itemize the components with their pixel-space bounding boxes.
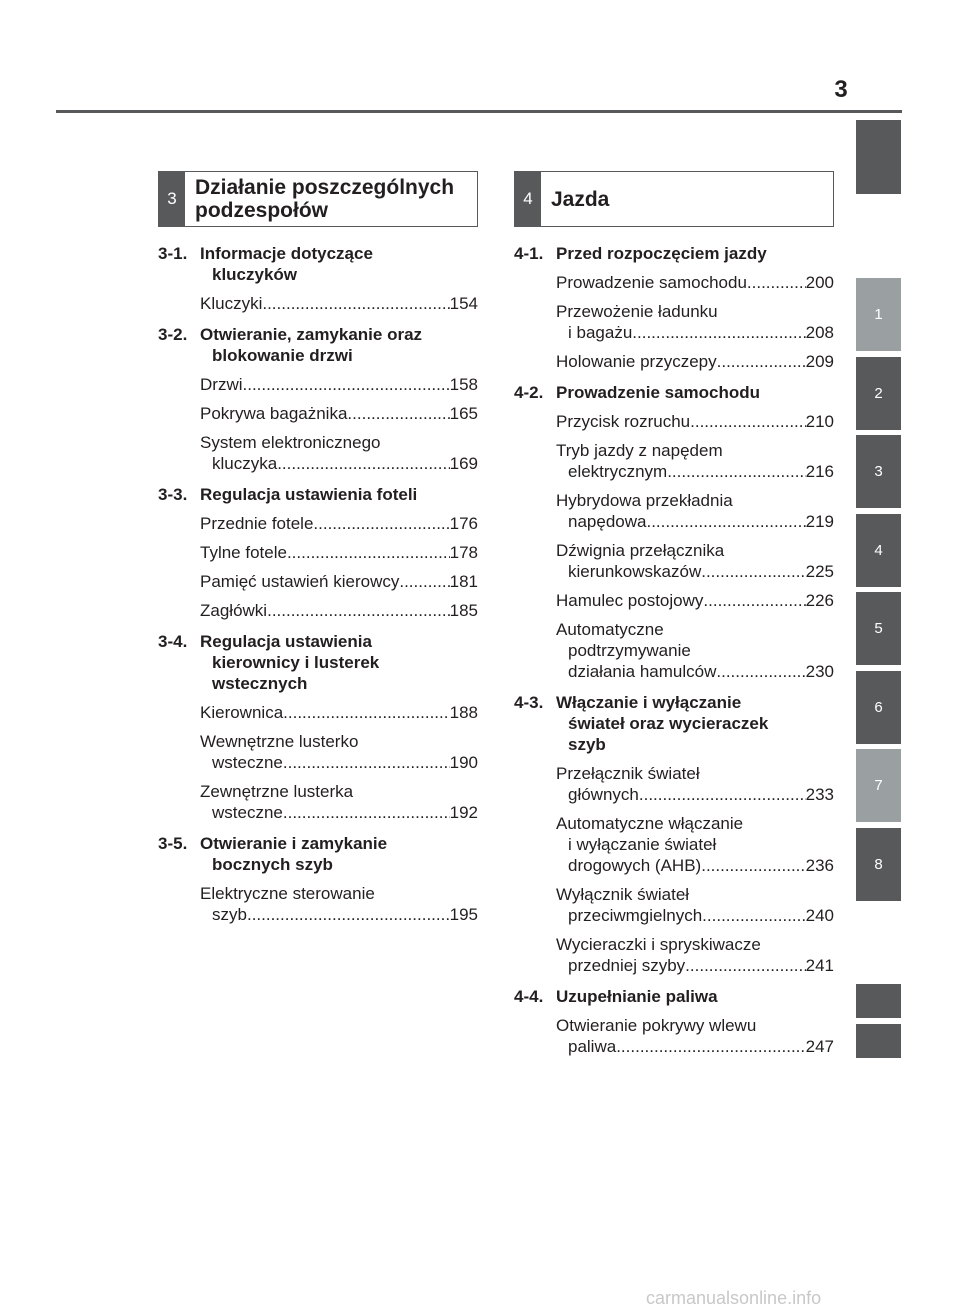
entry-text-line: Hamulec postojowy — [556, 591, 704, 610]
toc-entry-link[interactable] — [200, 781, 478, 823]
entry-text-line: działania hamulców — [568, 662, 717, 681]
entry-text-line: Prowadzenie samochodu — [556, 273, 747, 292]
chapter-tab-2[interactable]: 2 — [856, 357, 901, 430]
section-number: 4-1. — [514, 244, 544, 263]
section-title — [200, 484, 478, 505]
entry-text-line: paliwa — [568, 1037, 617, 1056]
section-number: 3-1. — [158, 244, 188, 263]
section-title — [200, 631, 478, 694]
toc-entry-link[interactable] — [556, 934, 834, 976]
entry-leader-row — [556, 855, 834, 876]
page-reference: 219 — [805, 512, 834, 531]
chapter-tab-strip — [856, 0, 902, 1313]
chapter-header-4 — [514, 171, 834, 227]
dot-leader — [717, 351, 806, 372]
section-title — [200, 243, 478, 285]
entry-text-line: szyb — [212, 905, 247, 924]
chapter-title-line: Działanie poszczególnych — [195, 176, 455, 199]
page-reference: 210 — [805, 412, 834, 431]
entry-leader-row — [556, 411, 834, 432]
section-title — [556, 382, 834, 403]
entry-text-line: System elektronicznego — [200, 433, 381, 452]
entry-text-line: Drzwi — [200, 375, 243, 394]
chapter-number-badge: 4 — [515, 172, 541, 226]
entry-text-line: Przełącznik świateł — [556, 764, 700, 783]
toc-entry-link[interactable] — [200, 883, 478, 925]
toc-entry-link[interactable] — [556, 884, 834, 926]
toc-entry-link[interactable] — [556, 272, 834, 293]
toc-section — [514, 382, 834, 682]
toc-section — [158, 243, 478, 314]
section-heading[interactable] — [158, 324, 478, 366]
entry-text-line: wsteczne — [212, 803, 283, 822]
section-number: 3-5. — [158, 834, 188, 853]
page-reference: 190 — [449, 753, 478, 772]
toc-entry-link[interactable] — [200, 702, 478, 723]
chapter-number-badge: 3 — [159, 172, 185, 226]
entry-text-line: kluczyka — [212, 454, 278, 473]
entry-text-line: Automatyczne włączanie — [556, 814, 744, 833]
section-title-line: Otwieranie i zamykanie — [200, 834, 388, 853]
toc-entry-link[interactable] — [200, 432, 478, 474]
section-number: 4-2. — [514, 383, 544, 402]
toc-entry-link[interactable] — [556, 590, 834, 611]
entry-text-line: Pokrywa bagażnika — [200, 404, 348, 423]
dot-leader — [399, 571, 449, 592]
toc-entry-link[interactable] — [200, 513, 478, 534]
entry-leader-row — [200, 453, 478, 474]
entry-text-line: Przewożenie ładunku — [556, 302, 718, 321]
page-reference: 185 — [449, 601, 478, 620]
entry-leader-row — [556, 351, 834, 372]
toc-entry-link[interactable] — [200, 731, 478, 773]
toc-entry-link[interactable] — [200, 600, 478, 621]
chapter-header-3 — [158, 171, 478, 227]
entry-text-line: Wyłącznik świateł — [556, 885, 690, 904]
dot-leader — [277, 453, 449, 474]
entry-leader-row — [200, 293, 478, 314]
page-reference: 165 — [449, 404, 478, 423]
page-reference: 169 — [449, 454, 478, 473]
toc-entry-link[interactable] — [200, 374, 478, 395]
dot-leader — [747, 272, 806, 293]
section-title-line: Regulacja ustawienia — [200, 632, 372, 651]
chapter-tab-6[interactable]: 6 — [856, 671, 901, 744]
entry-leader-row — [200, 600, 478, 621]
entry-text-line: Przednie fotele — [200, 514, 314, 533]
entry-leader-row — [200, 571, 478, 592]
dot-leader — [247, 904, 450, 925]
section-heading[interactable] — [514, 986, 834, 1007]
toc-entry-link[interactable] — [200, 403, 478, 424]
dot-leader — [716, 661, 805, 682]
chapter-tab-blank[interactable] — [856, 984, 901, 1018]
chapter-title — [185, 172, 454, 226]
dot-leader — [267, 600, 450, 621]
entry-text-line: kierunkowskazów — [568, 562, 702, 581]
dot-leader — [632, 322, 805, 343]
dot-leader — [646, 511, 805, 532]
toc-entry-link[interactable] — [556, 1015, 834, 1057]
chapter-tab-blank[interactable] — [856, 1024, 901, 1058]
entry-text-line: Kluczyki — [200, 294, 263, 313]
page-reference: 233 — [805, 785, 834, 804]
dot-leader — [283, 702, 449, 723]
section-heading[interactable] — [514, 382, 834, 403]
section-number: 4-3. — [514, 693, 544, 712]
chapter-title-line: Jazda — [551, 187, 610, 211]
entry-text-line: Hybrydowa przekładnia — [556, 491, 733, 510]
section-heading[interactable] — [158, 833, 478, 875]
toc-entry-link[interactable] — [556, 351, 834, 372]
entry-text-line: przeciwmgielnych — [568, 906, 703, 925]
chapter-tab-3[interactable]: 3 — [856, 435, 901, 508]
section-number: 3-2. — [158, 325, 188, 344]
page-reference: 226 — [805, 591, 834, 610]
section-number: 3-3. — [158, 485, 188, 504]
section-title — [556, 986, 834, 1007]
section-title-line: Prowadzenie samochodu — [556, 383, 761, 402]
section-title-line: Regulacja ustawienia foteli — [200, 485, 418, 504]
entry-leader-row — [200, 752, 478, 773]
page-reference: 200 — [805, 273, 834, 292]
page-reference: 158 — [449, 375, 478, 394]
entry-leader-row — [556, 661, 834, 682]
page-reference: 192 — [449, 803, 478, 822]
dot-leader — [701, 855, 805, 876]
chapter-tab-1[interactable]: 1 — [856, 278, 901, 351]
page-reference: 240 — [805, 906, 834, 925]
page-reference: 208 — [805, 323, 834, 342]
entry-leader-row — [200, 542, 478, 563]
chapter-tab-8[interactable]: 8 — [856, 828, 901, 901]
section-title-line: bocznych szyb — [212, 855, 333, 874]
entry-text-line: elektrycznym — [568, 462, 668, 481]
toc-entry-link[interactable] — [200, 542, 478, 563]
toc-entry-link[interactable] — [200, 293, 478, 314]
toc-section — [158, 324, 478, 474]
entry-text-line: Dźwignia przełącznika — [556, 541, 725, 560]
section-number: 4-4. — [514, 987, 544, 1006]
entry-leader-row — [556, 1036, 834, 1057]
entry-text-line: Otwieranie pokrywy wlewu — [556, 1016, 757, 1035]
toc-column-right — [514, 171, 834, 1057]
toc-entry-link[interactable] — [556, 813, 834, 876]
entry-leader-row — [200, 374, 478, 395]
entry-leader-row — [556, 561, 834, 582]
entry-leader-row — [556, 272, 834, 293]
dot-leader — [703, 590, 805, 611]
chapter-tab-7[interactable]: 7 — [856, 749, 901, 822]
section-heading[interactable] — [158, 484, 478, 505]
section-title-line: kierownicy i lusterek — [212, 653, 380, 672]
entry-text-line: Zagłówki — [200, 601, 268, 620]
entry-leader-row — [556, 590, 834, 611]
section-title-line: świateł oraz wycieraczek — [568, 714, 769, 733]
entry-text-line: Zewnętrzne lusterka — [200, 782, 354, 801]
header-rule — [56, 110, 902, 113]
section-title-line: wstecznych — [212, 674, 308, 693]
entry-leader-row — [200, 802, 478, 823]
section-title-line: Uzupełnianie paliwa — [556, 987, 718, 1006]
toc-entry-link[interactable] — [200, 571, 478, 592]
entry-text-line: Automatyczne — [556, 620, 664, 639]
dot-leader — [701, 561, 805, 582]
dot-leader — [347, 403, 449, 424]
page-reference: 188 — [449, 703, 478, 722]
entry-text-line: Wewnętrzne lusterko — [200, 732, 359, 751]
dot-leader — [690, 411, 805, 432]
dot-leader — [616, 1036, 805, 1057]
toc-entry-link[interactable] — [556, 411, 834, 432]
page-reference: 236 — [805, 856, 834, 875]
entry-text-line: Elektryczne sterowanie — [200, 884, 375, 903]
chapter-title-line: podzespołów — [195, 199, 328, 222]
chapter-tab-4[interactable]: 4 — [856, 514, 901, 587]
page-reference: 216 — [805, 462, 834, 481]
entry-text-line: Kierownica — [200, 703, 284, 722]
section-title-line: Informacje dotyczące — [200, 244, 373, 263]
page-reference: 225 — [805, 562, 834, 581]
page-reference: 178 — [449, 543, 478, 562]
toc-section — [514, 986, 834, 1057]
section-title-line: Otwieranie, zamykanie oraz — [200, 325, 423, 344]
entry-text-line: głównych — [568, 785, 639, 804]
toc-column-left — [158, 171, 478, 925]
dot-leader — [667, 461, 805, 482]
entry-text-line: i bagażu — [568, 323, 633, 342]
toc-entry-link[interactable] — [556, 440, 834, 482]
chapter-tab-5[interactable]: 5 — [856, 592, 901, 665]
entry-leader-row — [556, 784, 834, 805]
entry-leader-row — [556, 955, 834, 976]
toc-entry-link[interactable] — [556, 301, 834, 343]
watermark: carmanualsonline.info — [646, 1288, 822, 1308]
entry-leader-row — [556, 905, 834, 926]
entry-leader-row — [200, 513, 478, 534]
toc-entry-link[interactable] — [556, 619, 834, 682]
toc-entry-link[interactable] — [556, 763, 834, 805]
dot-leader — [287, 542, 450, 563]
page-reference: 176 — [449, 514, 478, 533]
toc-section — [514, 692, 834, 976]
toc-section — [158, 833, 478, 925]
entry-text-line: Pamięć ustawień kierowcy — [200, 572, 400, 591]
page-number: 3 — [834, 76, 848, 103]
entry-text-line: Tylne fotele — [200, 543, 287, 562]
chapter-tab-blank[interactable] — [856, 120, 901, 194]
entry-text-line: Holowanie przyczepy — [556, 352, 717, 371]
section-title — [200, 833, 478, 875]
section-heading[interactable] — [514, 243, 834, 264]
entry-text-line: Przycisk rozruchu — [556, 412, 691, 431]
page-reference: 247 — [805, 1037, 834, 1056]
section-title-line: blokowanie drzwi — [212, 346, 353, 365]
entry-text-line: wsteczne — [212, 753, 283, 772]
entry-text-line: napędowa — [568, 512, 647, 531]
entry-text-line: drogowych (AHB) — [568, 856, 702, 875]
section-title-line: Przed rozpoczęciem jazdy — [556, 244, 767, 263]
page-reference: 195 — [449, 905, 478, 924]
entry-text-line: przedniej szyby — [568, 956, 686, 975]
entry-text-line: podtrzymywanie — [568, 641, 691, 660]
dot-leader — [639, 784, 806, 805]
page-reference: 230 — [805, 662, 834, 681]
entry-text-line: i wyłączanie świateł — [568, 835, 717, 854]
toc-entry-link[interactable] — [556, 540, 834, 582]
chapter-title — [541, 172, 609, 226]
page-reference: 241 — [805, 956, 834, 975]
dot-leader — [283, 802, 450, 823]
entry-leader-row — [200, 403, 478, 424]
toc-section-list — [514, 243, 834, 1057]
entry-leader-row — [556, 322, 834, 343]
entry-leader-row — [556, 511, 834, 532]
section-title-line: kluczyków — [212, 265, 298, 284]
section-title-line: szyb — [568, 735, 606, 754]
entry-text-line: Wycieraczki i spryskiwacze — [556, 935, 761, 954]
page-reference: 181 — [449, 572, 478, 591]
entry-leader-row — [200, 702, 478, 723]
dot-leader — [243, 374, 450, 395]
toc-section — [158, 631, 478, 823]
section-heading[interactable] — [158, 243, 478, 285]
dot-leader — [262, 293, 449, 314]
toc-entry-link[interactable] — [556, 490, 834, 532]
toc-section — [514, 243, 834, 372]
dot-leader — [702, 905, 805, 926]
dot-leader — [283, 752, 450, 773]
section-title-line: Włączanie i wyłączanie — [556, 693, 742, 712]
section-title — [556, 692, 834, 755]
toc-section — [158, 484, 478, 621]
entry-leader-row — [200, 904, 478, 925]
entry-text-line: Tryb jazdy z napędem — [556, 441, 723, 460]
section-title — [200, 324, 478, 366]
page-reference: 209 — [805, 352, 834, 371]
toc-section-list — [158, 243, 478, 925]
entry-leader-row — [556, 461, 834, 482]
dot-leader — [685, 955, 805, 976]
page-reference: 154 — [449, 294, 478, 313]
section-number: 3-4. — [158, 632, 188, 651]
section-heading[interactable] — [158, 631, 478, 694]
section-title — [556, 243, 834, 264]
dot-leader — [313, 513, 449, 534]
section-heading[interactable] — [514, 692, 834, 755]
